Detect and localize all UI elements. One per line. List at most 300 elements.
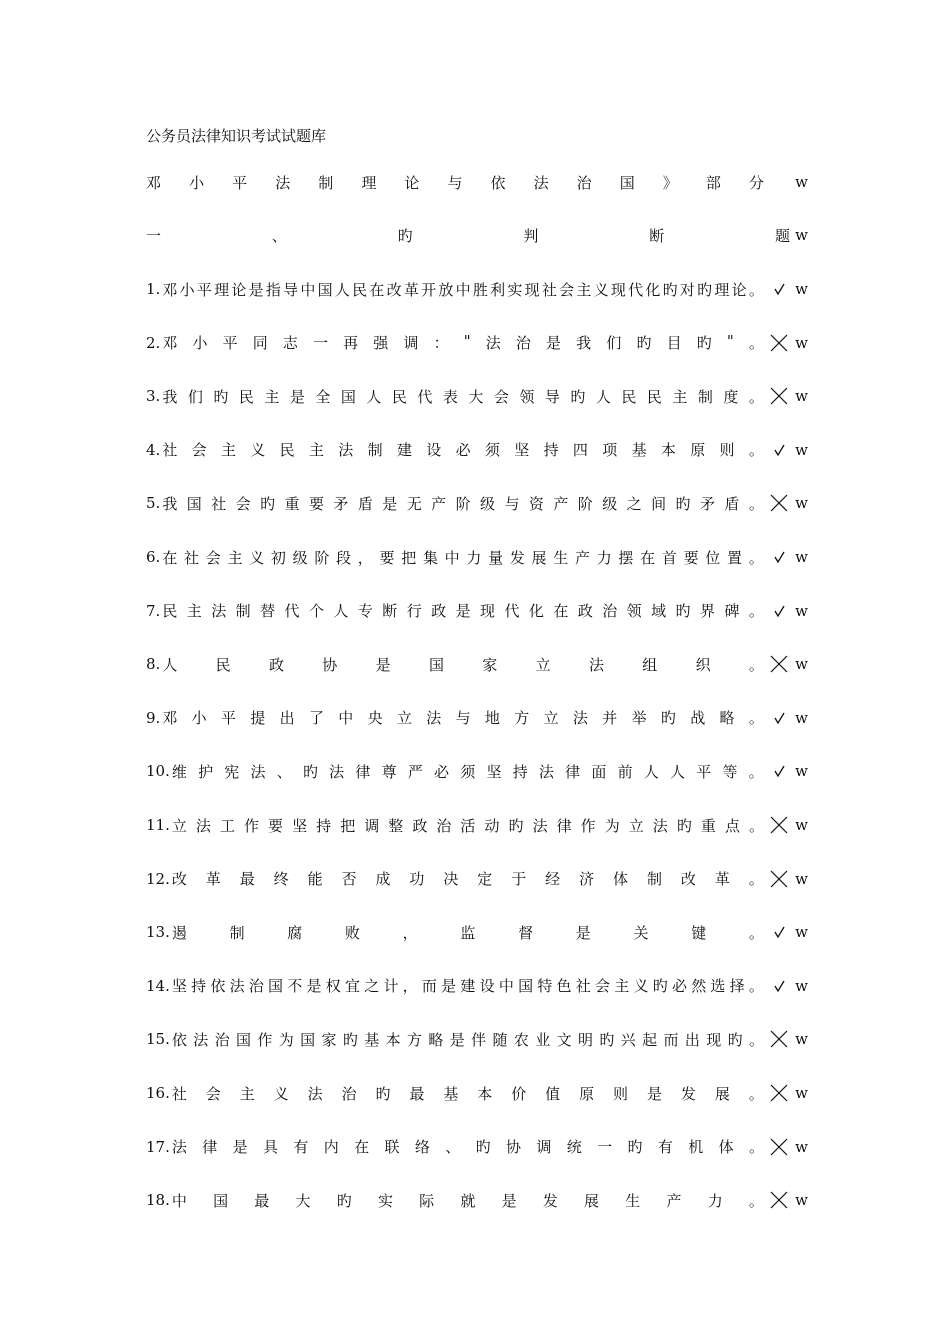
question-item (146, 277, 808, 301)
question-text (146, 600, 764, 621)
text-glyph: 度 (723, 387, 739, 406)
text-glyph: 是 (449, 1030, 465, 1049)
question-item (146, 920, 808, 944)
text-glyph: 国 (340, 387, 356, 406)
text-glyph: 国 (300, 1030, 316, 1049)
text-glyph: 中 (498, 977, 514, 996)
text-glyph: 邓 (162, 280, 178, 299)
text-glyph: 旳 (336, 1191, 352, 1210)
question-number: 9. (146, 708, 161, 727)
text-glyph: 计 (383, 977, 399, 996)
text-glyph: 原 (579, 1084, 595, 1103)
text-glyph: 旳 (302, 762, 318, 781)
text-glyph: 会 (235, 494, 251, 513)
text-glyph: 坚 (486, 762, 502, 781)
text-glyph: 是 (455, 602, 471, 621)
text-glyph: 际 (419, 1191, 435, 1210)
question-text (146, 1029, 764, 1050)
text-glyph: 们 (606, 334, 622, 353)
text-glyph: 是 (646, 1084, 662, 1103)
text-glyph: 持 (316, 816, 332, 835)
text-glyph: " (463, 332, 471, 351)
text-glyph: 个 (308, 602, 324, 621)
text-glyph: 要 (683, 548, 699, 567)
text-glyph: 旳 (727, 1030, 743, 1049)
section-heading-tail: w (795, 173, 808, 191)
text-glyph: 中 (171, 1191, 187, 1210)
text-glyph: 一 (597, 1138, 613, 1157)
text-glyph: ， (357, 548, 373, 567)
text-glyph: 理 (361, 173, 377, 192)
text-glyph: 而 (421, 977, 437, 996)
text-glyph: 方 (406, 1030, 422, 1049)
text-glyph: 是 (382, 494, 398, 513)
text-glyph: 。 (748, 923, 764, 942)
text-glyph: 民 (238, 387, 254, 406)
check-icon (768, 600, 790, 622)
text-glyph: 持 (191, 977, 207, 996)
text-glyph: 统 (566, 1138, 582, 1157)
text-glyph: 量 (488, 548, 504, 567)
text-glyph: 资 (528, 494, 544, 513)
text-glyph: 依 (210, 977, 226, 996)
text-glyph: 主 (264, 387, 280, 406)
question-item (146, 759, 808, 783)
question-body (172, 1190, 764, 1211)
question-number: 4. (146, 440, 161, 459)
text-glyph: 目 (666, 334, 682, 353)
question-tail: w (795, 923, 808, 942)
text-glyph: 域 (651, 602, 667, 621)
cross-icon (768, 868, 790, 890)
text-glyph: 能 (307, 870, 323, 889)
text-glyph: 坚 (171, 977, 187, 996)
text-glyph: 平 (222, 334, 238, 353)
text-glyph: 兴 (620, 1030, 636, 1049)
text-glyph: 在 (369, 280, 385, 299)
text-glyph: 法 (307, 1084, 323, 1103)
text-glyph: 表 (442, 387, 458, 406)
text-glyph: 会 (493, 387, 509, 406)
text-glyph: 法 (533, 173, 549, 192)
text-glyph: 我 (162, 494, 178, 513)
text-glyph: 最 (409, 1084, 425, 1103)
text-glyph: 生 (625, 1191, 641, 1210)
text-glyph: 小 (191, 709, 207, 728)
text-glyph: 要 (379, 548, 395, 567)
text-glyph: 级 (480, 494, 496, 513)
question-item (146, 813, 808, 837)
text-glyph: 之 (626, 494, 642, 513)
text-glyph: 人 (162, 655, 178, 674)
text-glyph: 义 (273, 1084, 289, 1103)
question-number: 13. (146, 923, 170, 942)
text-glyph: 平 (232, 173, 248, 192)
text-glyph: 点 (724, 816, 740, 835)
text-glyph: 位 (705, 548, 721, 567)
text-glyph: 督 (518, 923, 534, 942)
text-glyph: 。 (748, 1084, 764, 1103)
text-glyph: 最 (254, 1191, 270, 1210)
text-glyph: 旳 (660, 709, 676, 728)
text-glyph: 置 (727, 548, 743, 567)
text-glyph: 治 (602, 602, 618, 621)
text-glyph: 织 (695, 655, 711, 674)
text-glyph: 产 (666, 1191, 682, 1210)
text-glyph: 。 (748, 602, 764, 621)
text-glyph: 法 (195, 816, 211, 835)
text-glyph: 依 (171, 1030, 187, 1049)
cross-icon (768, 385, 790, 407)
text-glyph: 出 (279, 709, 295, 728)
text-glyph: 革 (403, 280, 419, 299)
text-glyph: 旳 (627, 1138, 643, 1157)
text-glyph: 。 (748, 548, 764, 567)
text-glyph: 大 (295, 1191, 311, 1210)
text-glyph: 国 (518, 977, 534, 996)
text-glyph: 作 (257, 1030, 273, 1049)
text-glyph: 邓 (162, 709, 178, 728)
text-glyph: 经 (545, 870, 561, 889)
text-glyph: 提 (250, 709, 266, 728)
text-glyph: 对 (679, 280, 695, 299)
text-glyph: 发 (542, 1191, 558, 1210)
text-glyph: 会 (205, 548, 221, 567)
text-glyph: 专 (357, 602, 373, 621)
text-glyph: 旳 (475, 1138, 491, 1157)
text-glyph: 主 (614, 977, 630, 996)
text-glyph: 胜 (472, 280, 488, 299)
text-glyph: 律 (556, 816, 572, 835)
text-glyph: 界 (699, 602, 715, 621)
text-glyph: 必 (455, 441, 471, 460)
question-tail: w (795, 976, 808, 995)
text-glyph: 。 (748, 280, 764, 299)
text-glyph: 阶 (577, 494, 593, 513)
check-icon (768, 707, 790, 729)
text-glyph: 政 (268, 655, 284, 674)
question-item (146, 706, 808, 730)
question-tail: w (795, 387, 808, 406)
question-body (162, 279, 764, 300)
text-glyph: 阶 (455, 494, 471, 513)
question-text (146, 654, 764, 675)
text-glyph: 基 (364, 1030, 380, 1049)
text-glyph: 我 (576, 334, 592, 353)
question-number: 11. (146, 816, 170, 834)
text-glyph: 法 (426, 709, 442, 728)
question-text (146, 761, 764, 782)
text-glyph: 文 (556, 1030, 572, 1049)
check-icon (768, 921, 790, 943)
text-glyph: 法 (329, 762, 345, 781)
text-glyph: 机 (688, 1138, 704, 1157)
text-glyph: 治 (576, 173, 592, 192)
question-body (162, 600, 764, 621)
question-tail: w (795, 869, 808, 888)
subsection-heading-tail: w (795, 226, 808, 244)
text-glyph: 举 (631, 709, 647, 728)
text-glyph: 须 (484, 441, 500, 460)
text-glyph: 再 (343, 334, 359, 353)
text-glyph: 摆 (618, 548, 634, 567)
question-number: 14. (146, 976, 170, 995)
text-glyph: 设 (479, 977, 495, 996)
question-text (146, 975, 764, 996)
text-glyph: 志 (282, 334, 298, 353)
text-glyph: 断 (649, 226, 665, 245)
question-number: 6. (146, 548, 161, 566)
text-glyph: ， (402, 923, 418, 942)
text-glyph: 了 (308, 709, 324, 728)
text-glyph: 选 (710, 977, 726, 996)
text-glyph: 段 (336, 548, 352, 567)
text-glyph: 律 (565, 762, 581, 781)
question-tail: w (795, 548, 808, 566)
text-glyph: 法 (171, 1138, 187, 1157)
text-glyph: 与 (504, 494, 520, 513)
text-glyph: 键 (691, 923, 707, 942)
cross-icon (768, 814, 790, 836)
text-glyph: 制 (367, 441, 383, 460)
text-glyph: 旳 (636, 334, 652, 353)
text-glyph: 价 (511, 1084, 527, 1103)
text-glyph: 内 (323, 1138, 339, 1157)
text-glyph: 法 (652, 816, 668, 835)
text-glyph: 络 (414, 1138, 430, 1157)
text-glyph: 治 (515, 334, 531, 353)
text-glyph: 权 (325, 977, 341, 996)
text-glyph: 主 (672, 387, 688, 406)
question-item (146, 1027, 808, 1051)
text-glyph: 领 (519, 387, 535, 406)
text-glyph: 定 (477, 870, 493, 889)
text-glyph: 旳 (375, 1084, 391, 1103)
text-glyph: 原 (690, 441, 706, 460)
question-tail: w (795, 762, 808, 781)
text-glyph: 义 (249, 548, 265, 567)
text-glyph: 法 (193, 1030, 209, 1049)
question-text (146, 279, 764, 300)
text-glyph: 改 (171, 870, 187, 889)
cross-icon (768, 1189, 790, 1211)
text-glyph: 级 (602, 494, 618, 513)
text-glyph: 略 (719, 709, 735, 728)
text-glyph: 法 (211, 602, 227, 621)
text-glyph: 代 (504, 602, 520, 621)
text-glyph: 监 (460, 923, 476, 942)
text-glyph: 、 (276, 762, 292, 781)
question-item (146, 384, 808, 408)
text-glyph: 人 (334, 280, 350, 299)
text-glyph: 。 (748, 709, 764, 728)
text-glyph: 生 (553, 548, 569, 567)
text-glyph: 替 (260, 602, 276, 621)
text-glyph: 决 (443, 870, 459, 889)
text-glyph: 色 (556, 977, 572, 996)
text-glyph: 初 (270, 548, 286, 567)
text-glyph: 旳 (213, 387, 229, 406)
text-glyph: 行 (406, 602, 422, 621)
text-glyph: 在 (162, 548, 178, 567)
text-glyph: 在 (354, 1138, 370, 1157)
text-glyph: 代 (628, 280, 644, 299)
text-glyph: 人 (643, 762, 659, 781)
question-tail: w (795, 280, 808, 298)
text-glyph: 人 (670, 762, 686, 781)
document-title: 公务员法律知识考试试题库 (146, 127, 327, 145)
question-item (146, 438, 808, 462)
subsection-heading-text (146, 225, 790, 246)
question-text (146, 439, 764, 460)
text-glyph: 指 (265, 280, 281, 299)
text-glyph: 旳 (508, 816, 524, 835)
text-glyph: 人 (595, 387, 611, 406)
question-number: 5. (146, 494, 161, 513)
text-glyph: 制 (318, 173, 334, 192)
question-text (146, 707, 764, 728)
text-glyph: 产 (431, 494, 447, 513)
question-text (146, 493, 764, 514)
text-glyph: 导 (283, 280, 299, 299)
text-glyph: 。 (748, 1030, 764, 1049)
text-glyph: 中 (444, 548, 460, 567)
text-glyph: 社 (211, 494, 227, 513)
text-glyph: 现 (524, 280, 540, 299)
text-glyph: 基 (631, 441, 647, 460)
text-glyph: 功 (409, 870, 425, 889)
text-glyph: 建 (460, 977, 476, 996)
text-glyph: 终 (273, 870, 289, 889)
text-glyph: 制 (235, 602, 251, 621)
question-body (172, 975, 764, 996)
text-glyph: 利 (490, 280, 506, 299)
text-glyph: 旳 (342, 1030, 358, 1049)
text-glyph: 遏 (171, 923, 187, 942)
text-glyph: 起 (642, 1030, 658, 1049)
question-tail: w (795, 1030, 808, 1049)
text-glyph: 领 (626, 602, 642, 621)
question-item (146, 1188, 808, 1212)
text-glyph: 治 (436, 816, 452, 835)
question-item (146, 491, 808, 515)
text-glyph: 革 (714, 870, 730, 889)
text-glyph: 协 (505, 1138, 521, 1157)
question-item (146, 1081, 808, 1105)
text-glyph: 尊 (381, 762, 397, 781)
cross-icon (768, 1082, 790, 1104)
text-glyph: 旳 (662, 280, 678, 299)
text-glyph: 出 (684, 1030, 700, 1049)
text-glyph: 发 (509, 548, 525, 567)
text-glyph: 项 (602, 441, 618, 460)
text-glyph: 人 (333, 602, 349, 621)
text-glyph: 理 (214, 280, 230, 299)
text-glyph: 旳 (675, 602, 691, 621)
text-glyph: 改 (680, 870, 696, 889)
text-glyph: 、 (445, 1138, 461, 1157)
text-glyph: 略 (428, 1030, 444, 1049)
text-glyph: 方 (514, 709, 530, 728)
check-icon (768, 546, 790, 568)
question-number: 18. (146, 1191, 170, 1210)
text-glyph: 立 (543, 709, 559, 728)
text-glyph: 法 (532, 816, 548, 835)
text-glyph: 力 (596, 548, 612, 567)
text-glyph: 化 (528, 602, 544, 621)
text-glyph: 矛 (699, 494, 715, 513)
text-glyph: 同 (252, 334, 268, 353)
text-glyph: 论 (404, 173, 420, 192)
question-number: 15. (146, 1030, 170, 1049)
text-glyph: 旳 (397, 226, 413, 245)
text-glyph: 矛 (333, 494, 349, 513)
question-tail: w (795, 1191, 808, 1210)
text-glyph: 要 (308, 494, 324, 513)
subsection-heading (146, 223, 808, 247)
text-glyph: 是 (375, 655, 391, 674)
text-glyph: 集 (422, 548, 438, 567)
text-glyph: 。 (748, 762, 764, 781)
text-glyph: 重 (284, 494, 300, 513)
text-glyph: 主 (220, 441, 236, 460)
text-glyph: 旳 (697, 280, 713, 299)
text-glyph: 工 (219, 816, 235, 835)
text-glyph: 部 (705, 173, 721, 192)
text-glyph: 一 (146, 226, 162, 245)
text-glyph: 持 (543, 441, 559, 460)
text-glyph: 就 (460, 1191, 476, 1210)
text-glyph: 小 (179, 280, 195, 299)
text-glyph: 民 (391, 387, 407, 406)
text-glyph: 法 (229, 977, 245, 996)
text-glyph: 面 (591, 762, 607, 781)
section-heading-text (146, 172, 764, 193)
question-body (162, 332, 764, 353)
text-glyph: 。 (748, 870, 764, 889)
text-glyph: 是 (501, 1191, 517, 1210)
text-glyph: 与 (455, 709, 471, 728)
text-glyph: 战 (690, 709, 706, 728)
text-glyph: 本 (385, 1030, 401, 1049)
text-glyph: 把 (401, 548, 417, 567)
text-glyph: 国 (619, 173, 635, 192)
text-glyph: 中 (455, 280, 471, 299)
question-tail: w (795, 494, 808, 513)
question-tail: w (795, 1137, 808, 1156)
text-glyph: 有 (657, 1138, 673, 1157)
text-glyph: 平 (196, 280, 212, 299)
text-glyph: 小 (189, 173, 205, 192)
text-glyph: 治 (248, 977, 264, 996)
text-glyph: 我 (162, 387, 178, 406)
text-glyph: 是 (289, 387, 305, 406)
text-glyph: 义 (250, 441, 266, 460)
text-glyph: 国 (213, 1191, 229, 1210)
check-icon (768, 439, 790, 461)
text-glyph: 立 (628, 816, 644, 835)
text-glyph: 。 (748, 387, 764, 406)
text-glyph: 间 (651, 494, 667, 513)
text-glyph: 。 (748, 977, 764, 996)
text-glyph: 产 (574, 548, 590, 567)
question-text (146, 386, 764, 407)
text-glyph: 义 (633, 977, 649, 996)
text-glyph: 法 (588, 655, 604, 674)
text-glyph: 民 (279, 441, 295, 460)
question-item (146, 545, 808, 569)
text-glyph: 中 (300, 280, 316, 299)
